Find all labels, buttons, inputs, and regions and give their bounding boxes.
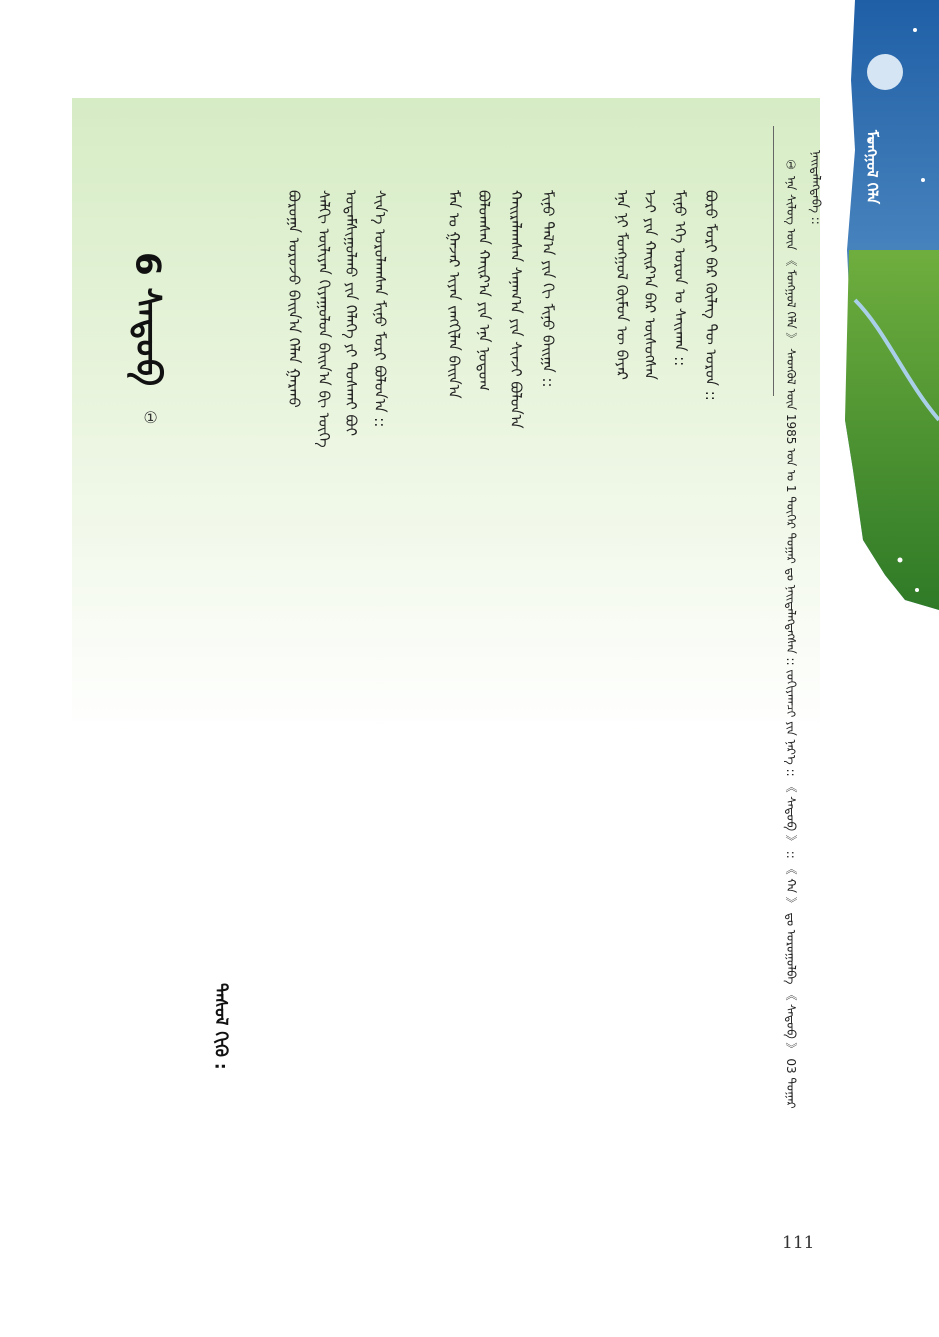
poem-line: ᠮᠢᠨᠤ ᠡᠬᠡ ᠣᠷᠣᠨ ᠤ ᠰᠠᠢᠬᠠᠨ ::	[670, 190, 689, 367]
page-number: 111	[782, 1233, 815, 1253]
poem-line: ᠰᠠᠯᠬᠢ ᠦᠯᠢᠶᠡᠨ ᠬᠢᠶᠠᠭᠤᠯᠤᠨ ᠪᠠᠢᠨ᠎ᠠ ᠪᠢ ᠦᠭᠡ	[314, 190, 333, 448]
footnote-text: ᠨᠡᠢᠲᠡᠯᠡᠭᠳᠡᠪᠡ ::	[809, 150, 823, 225]
exercise-heading: ᠳᠠᠰᠤᠯ ᠬᠢᠬᠦ :	[210, 983, 231, 1070]
footnote-divider	[773, 126, 774, 396]
landscape-photo	[845, 0, 939, 610]
lesson-number: 6	[127, 252, 168, 276]
poem-line: ᠤᠳᠠᠮᠰᠢᠭᠤᠯᠬᠤ ᠶᠢᠨ ᠬᠡᠯᠡᠭᠡ ᠶᠢ ᠲᠤᠰᠬᠠᠢ ᠪᠣᠢ	[341, 190, 360, 437]
poem-line: ᠪᠣᠯᠤᠭᠰᠠᠨ ᠬᠠᠢᠷ᠎ᠠ ᠶᠢᠨ ᠡᠨᠡ ᠨᠤᠲᠤᠭ	[474, 190, 493, 392]
footnote-text: ① ᠡᠨᠡ ᠰᠢᠯᠦᠭ ᠦᠨ 《 ᠮᠣᠩᠭᠣᠯ ᠬᠡᠯᠡ 》 ᠰᠡᠳᠬᠦᠯ ᠦᠨ 1985 ᠣᠨ ᠤ 1 ᠳᠦᠭᠡᠷ ᠳᠤᠭᠠᠷ ᠳᠤ ᠨᠡᠢᠲᠡᠯᠡᠭᠳᠡᠭᠰᠡᠨ :: ᠵᠣᠬᠢᠶᠠᠭᠴᠢ ᠶᠢᠨ ᠨᠡᠷ᠎ᠡ :: 《 ᠰᠡᠳᠦᠪ 》 :: 《 ᠬᠠ 》 ᠳᠤ ᠣᠷᠣᠭᠤᠯᠪᠠ 《 ᠰᠡᠳᠦᠪ 》 03 ᠳᠤᠭᠠᠷ	[784, 158, 798, 1109]
poem-line: ᠪᠣᠷᠣᠭᠠ ᠣᠷᠣᠵᠤ ᠪᠠᠢᠨ᠎ᠠ ᠬᠡᠯᠡᠨ ᠭᠠᠷᠬᠤ	[284, 190, 303, 408]
poem-line: ᠮᠠᠨ ᠤ ᠭᠠᠵᠠᠷ ᠢᠶᠠᠨ ᠵᠠᠩᠭᠢᠯᠠᠨ ᠪᠠᠢᠨ᠎ᠠ	[444, 190, 463, 399]
lesson-title	[126, 252, 169, 386]
poem-line: ᠮᠢᠨᠤ ᠲᠠᠯ᠎ᠠ ᠶᠢᠨ ᠬᠢ ᠮᠢᠨᠤ ᠪᠠᠢᠭᠠ ::	[538, 190, 557, 388]
lesson-title-text: ᠰᠡᠳᠦᠪ	[127, 287, 168, 387]
poem-line: ᠬᠠᠢᠷᠠᠯᠠᠭᠰᠠᠨ ᠰᠠᠨᠠᠭ᠎ᠠ ᠶᠢᠨ ᠰᠢᠨᠵᠢ ᠪᠣᠯᠤᠨ᠎ᠠ	[506, 190, 525, 429]
footnote-marker: ①	[141, 408, 160, 427]
poem-line: ᠡᠨᠡ ᠨᠢ ᠮᠣᠩᠭᠣᠯ ᠬᠦᠮᠦᠨ ᠦ ᠪᠠᠶᠠᠷ	[612, 190, 631, 380]
poem-line: ᠰᠢᠨ᠎ᠡ ᠣᠷᠣᠯᠠᠭᠰᠠᠨ ᠮᠢᠨᠤ ᠮᠣᠷᠢ ᠪᠣᠯᠤᠨ᠎ᠠ ::	[370, 190, 389, 428]
poem-line: ᠡᠵᠢ ᠶᠢᠨ ᠬᠠᠢᠷ᠎ᠠ ᠪᠠᠷ ᠥᠰᠦᠭᠰᠡᠨ	[640, 190, 659, 380]
section-tag: ᠮᠣᠩᠭᠣᠯ ᠬᠡᠯᠡ	[862, 130, 881, 205]
poem-line: ᠪᠣᠷᠣ ᠮᠣᠷᠢ ᠪᠠᠷ ᠬᠦᠯᠡᠭ ᠲᠦ ᠣᠷᠣᠨ ::	[701, 190, 720, 401]
